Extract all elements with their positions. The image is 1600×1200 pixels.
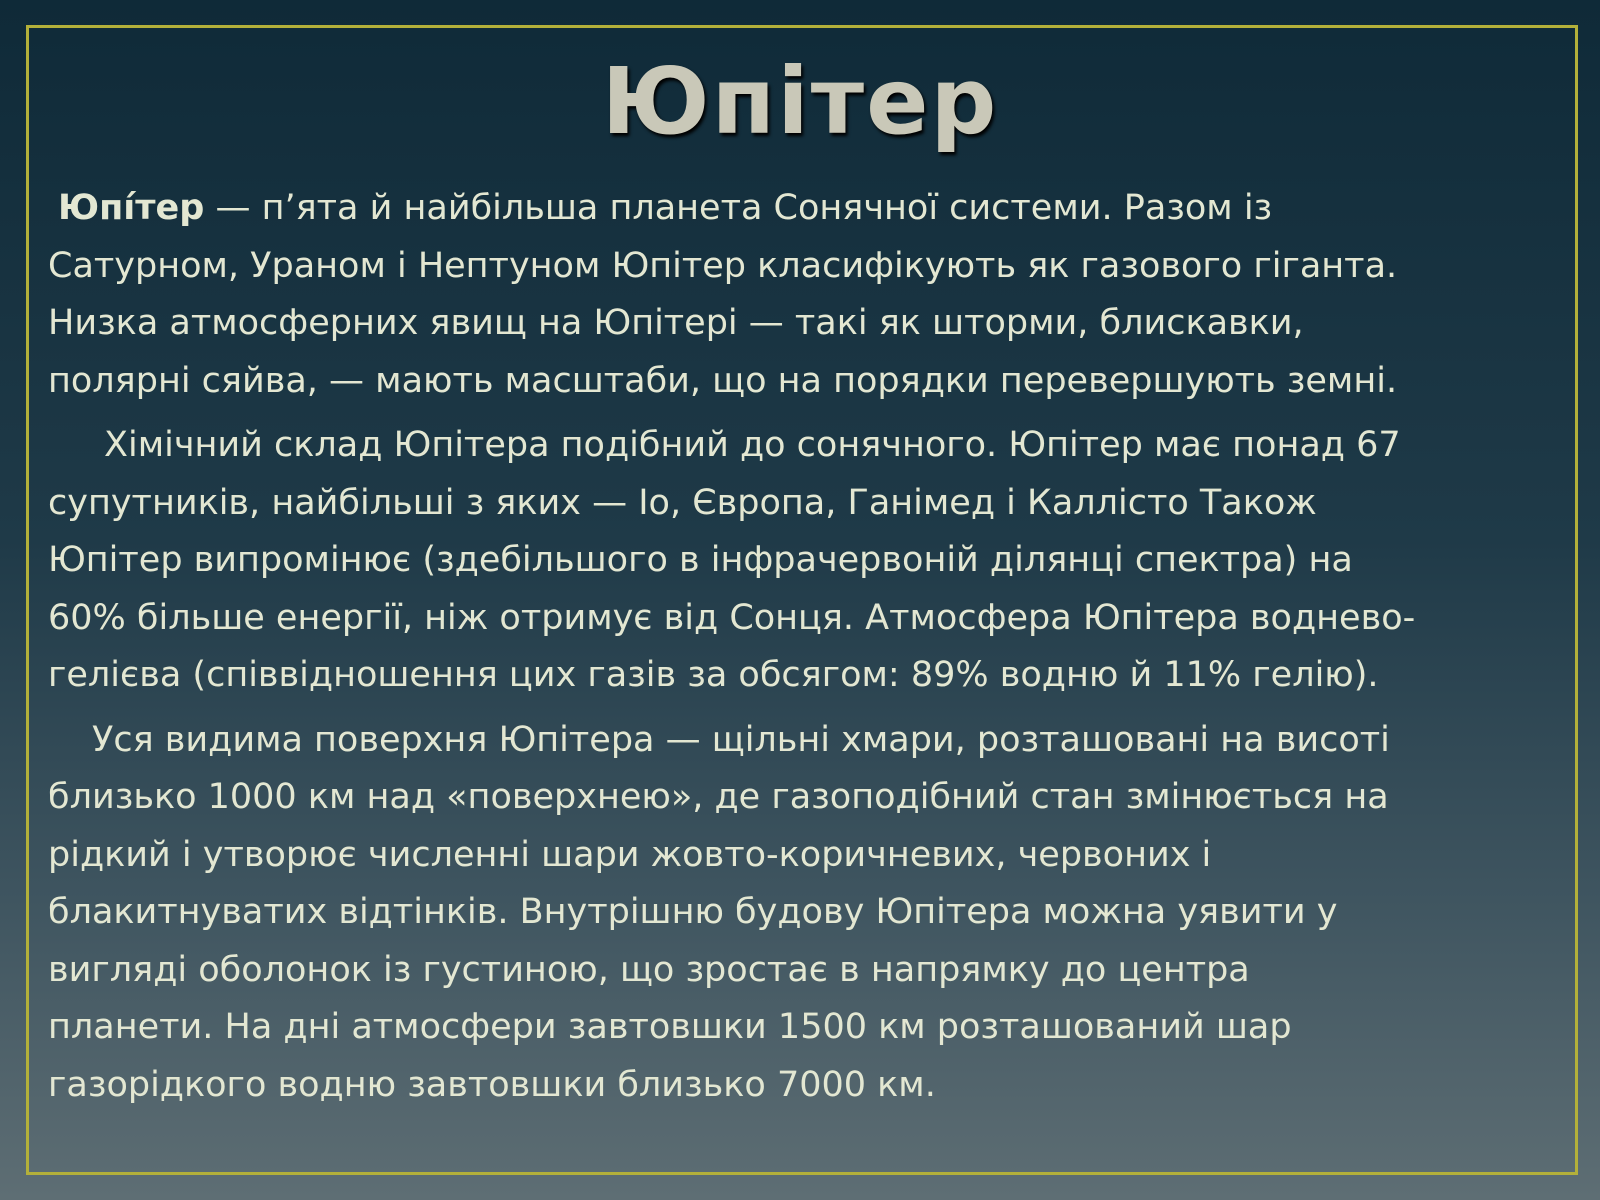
paragraph-line: Сатурном, Ураном і Нептуном Юпітер класифікують як газового гіганта. bbox=[48, 245, 1398, 286]
paragraph-line: вигляді оболонок із густиною, що зростає в напрямку до центра bbox=[48, 949, 1250, 990]
paragraph-line: рідкий і утворює численні шари жовто-коричневих, червоних і bbox=[48, 834, 1212, 875]
slide-title: Юпітер bbox=[601, 48, 999, 155]
bold-term: Юпі́тер bbox=[58, 188, 205, 228]
paragraph-line bbox=[48, 180, 1568, 238]
paragraph-composition bbox=[48, 417, 1568, 705]
paragraph-line: Юпітер випромінює (здебільшого в інфрачервоній ділянці спектра) на bbox=[48, 540, 1353, 580]
paragraph-line: Хімічний склад Юпітера подібний до сонячного. Юпітер має понад 67 bbox=[104, 425, 1401, 465]
paragraph-line: газорідкого водню завтовшки близько 7000 км. bbox=[48, 1064, 936, 1105]
paragraph-line: блакитнуватих відтінків. Внутрішню будову Юпітера можна уявити у bbox=[48, 892, 1338, 932]
paragraph-line: 60% більше енергії, ніж отримує від Сонця. Атмосфера Юпітера воднево- bbox=[48, 597, 1416, 638]
paragraph-line: Уся видима поверхня Юпітера — щільні хмари, розташовані на висоті bbox=[92, 719, 1390, 760]
paragraph-line: планети. На дні атмосфери завтовшки 1500 км розташований шар bbox=[48, 1007, 1292, 1047]
paragraph-line: супутників, найбільші з яких — Іо, Європа, Ганімед і Каллісто Також bbox=[48, 482, 1317, 523]
paragraph-line: Низка атмосферних явищ на Юпітері — такі як шторми, блискавки, bbox=[48, 303, 1304, 343]
paragraph-intro bbox=[48, 180, 1568, 410]
paragraph-structure bbox=[48, 712, 1568, 1115]
line-text: — п’ята й найбільша планета Сонячної системи. Разом із bbox=[204, 188, 1273, 228]
paragraph-line: гелієва (співвідношення цих газів за обсягом: 89% водню й 11% гелію). bbox=[48, 655, 1379, 695]
slide-body bbox=[48, 180, 1568, 1121]
paragraph-line: полярні сяйва, — мають масштаби, що на порядки перевершують земні. bbox=[48, 360, 1398, 401]
paragraph-line: близько 1000 км над «поверхнею», де газоподібний стан змінюється на bbox=[48, 777, 1389, 817]
